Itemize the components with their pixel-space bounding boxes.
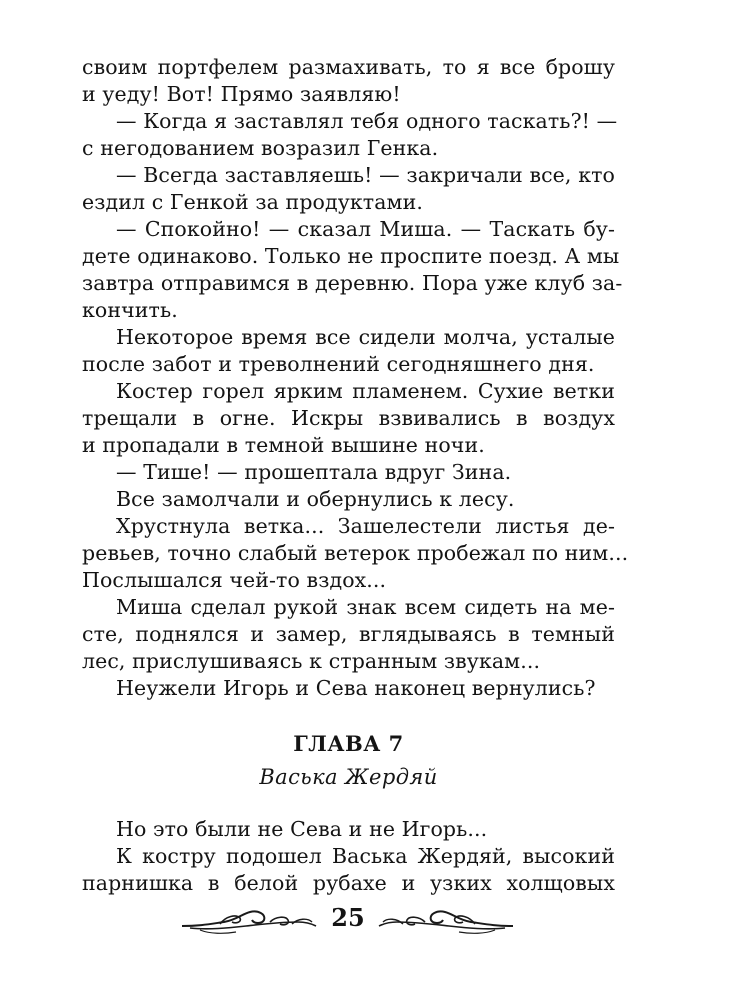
text-line: сте, поднялся и замер, вглядываясь в темный bbox=[82, 622, 615, 646]
text-line: кончить. bbox=[82, 298, 178, 322]
text-line: дете одинаково. Только не проспите поезд. А мы bbox=[82, 244, 620, 268]
text-line: Некоторое время все сидели молча, усталые bbox=[116, 325, 615, 349]
text-line: ездил с Генкой за продуктами. bbox=[82, 190, 423, 214]
text-line: и пропадали в темной вышине ночи. bbox=[82, 433, 485, 457]
text-line: своим портфелем размахивать, то я все брошу bbox=[82, 55, 615, 79]
text-line: — Всегда заставляешь! — закричали все, кто bbox=[116, 163, 615, 187]
chapter-heading bbox=[82, 726, 615, 792]
flourish-ornament-icon bbox=[180, 904, 320, 936]
text-line: ревьев, точно слабый ветерок пробежал по ним... bbox=[82, 541, 629, 565]
chapter-text-block bbox=[82, 816, 615, 897]
page-footer bbox=[180, 898, 510, 942]
text-line: Но это были не Сева и не Игорь... bbox=[116, 817, 488, 841]
chapter-title: ГЛАВА 7 bbox=[293, 731, 404, 756]
text-line: К костру подошел Васька Жердяй, высокий bbox=[116, 844, 615, 868]
text-line: Миша сделал рукой знак всем сидеть на ме- bbox=[116, 595, 615, 619]
flourish-ornament-icon bbox=[375, 904, 515, 936]
chapter-subtitle: Васька Жердяй bbox=[259, 765, 438, 789]
text-line: — Спокойно! — сказал Миша. — Таскать бу- bbox=[116, 217, 615, 241]
text-line: Хрустнула ветка... Зашелестели листья де- bbox=[116, 514, 615, 538]
text-line: Неужели Игорь и Сева наконец вернулись? bbox=[116, 676, 596, 700]
page-text-block bbox=[82, 54, 629, 702]
page-number: 25 bbox=[331, 903, 365, 932]
text-line: трещали в огне. Искры взвивались в воздух bbox=[82, 406, 615, 430]
text-line: Костер горел ярким пламенем. Сухие ветки bbox=[116, 379, 615, 403]
text-line: после забот и треволнений сегодняшнего дня. bbox=[82, 352, 595, 376]
text-line: завтра отправимся в деревню. Пора уже клуб за- bbox=[82, 271, 623, 295]
text-line: — Когда я заставлял тебя одного таскать?! — bbox=[116, 109, 618, 133]
text-line: парнишка в белой рубахе и узких холщовых bbox=[82, 871, 615, 895]
text-line: Все замолчали и обернулись к лесу. bbox=[116, 487, 515, 511]
text-line: лес, прислушиваясь к странным звукам... bbox=[82, 649, 541, 673]
text-line: Послышался чей-то вздох... bbox=[82, 568, 387, 592]
text-line: и уеду! Вот! Прямо заявляю! bbox=[82, 82, 401, 106]
text-line: — Тише! — прошептала вдруг Зина. bbox=[116, 460, 512, 484]
text-line: с негодованием возразил Генка. bbox=[82, 136, 439, 160]
